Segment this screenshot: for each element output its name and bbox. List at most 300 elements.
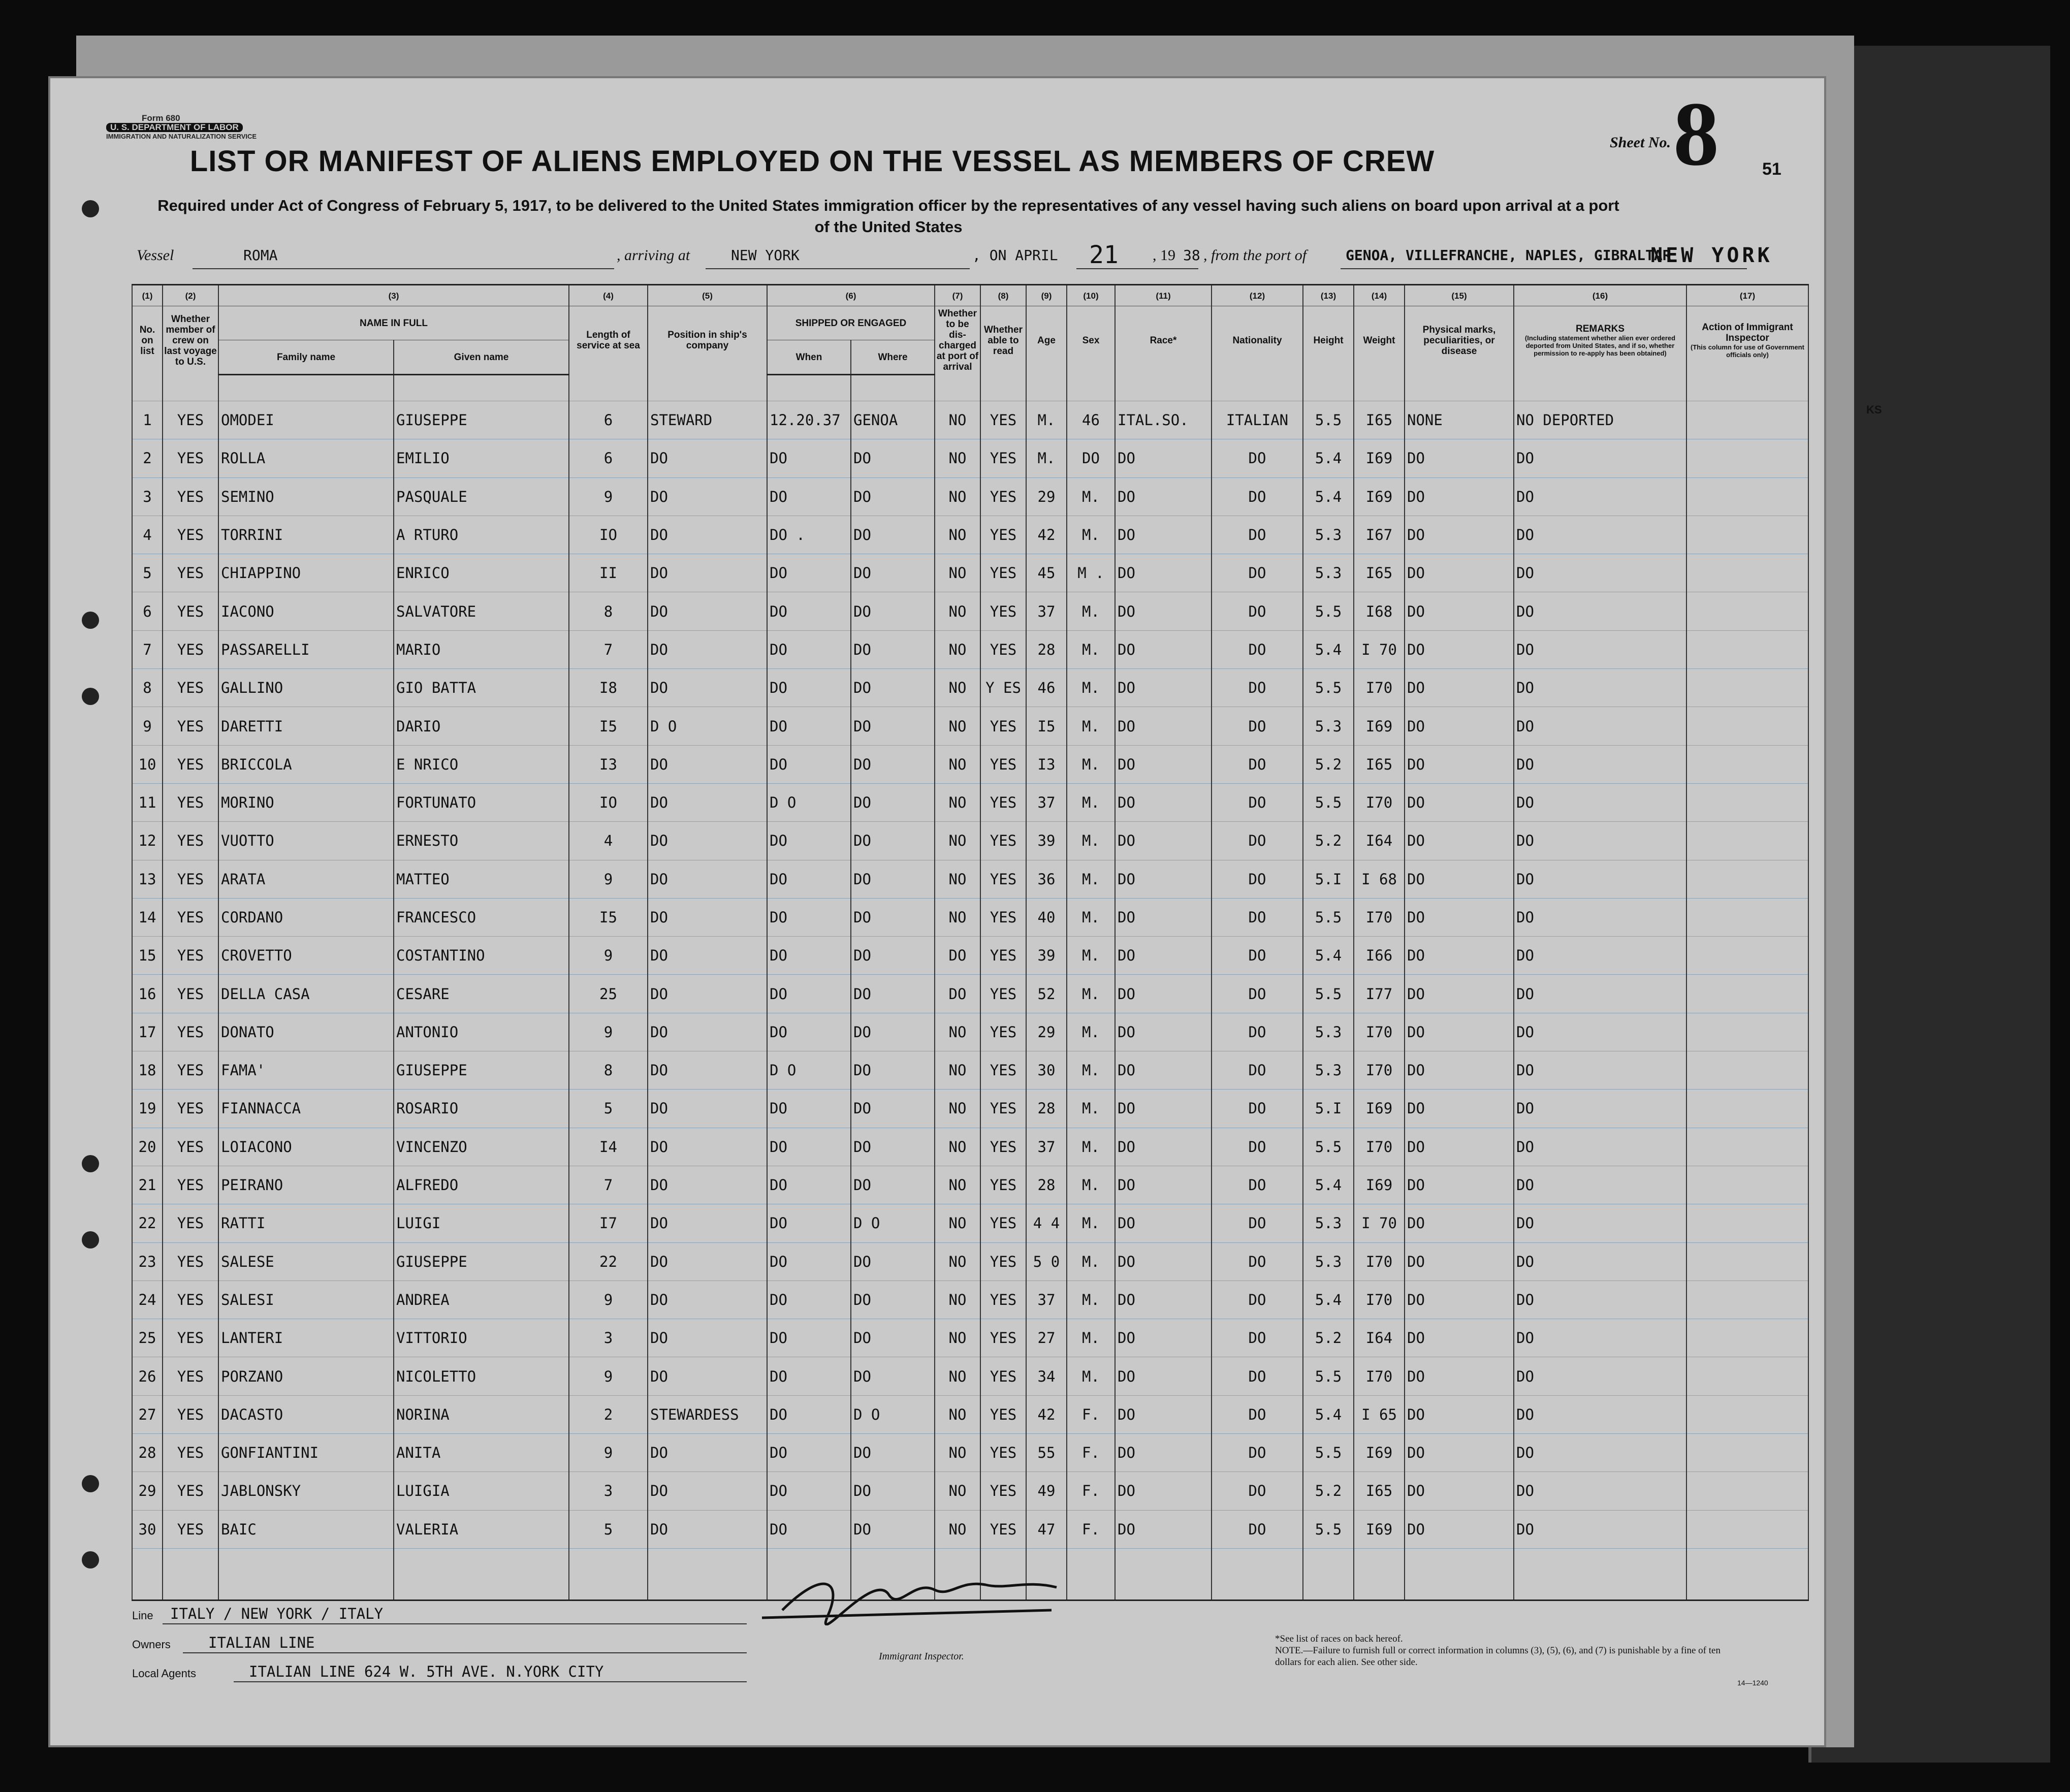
cell-member: YES [163, 592, 218, 630]
cell-physical: DO [1405, 1204, 1514, 1242]
cell-nationality: DO [1212, 822, 1303, 860]
cell-position: DO [648, 554, 767, 592]
cell-weight: I64 [1354, 822, 1405, 860]
cell-no: 21 [132, 1166, 163, 1204]
cell-sex: M . [1067, 554, 1115, 592]
table-row [132, 1051, 1808, 1090]
table-row [132, 1472, 1808, 1510]
cell-read: YES [980, 1166, 1026, 1204]
cell-height: 5.4 [1303, 477, 1354, 516]
cell-no: 19 [132, 1090, 163, 1128]
cell-physical: DO [1405, 630, 1514, 668]
cell-physical: DO [1405, 477, 1514, 516]
cell-member: YES [163, 822, 218, 860]
empty-cell [1115, 375, 1212, 401]
cell-family: CROVETTO [218, 937, 394, 975]
cell-remarks: DO [1514, 745, 1686, 783]
cell-height: 5.4 [1303, 1281, 1354, 1319]
cell-remarks: DO [1514, 516, 1686, 554]
cell-sex: M. [1067, 937, 1115, 975]
cell-discharged: NO [935, 439, 980, 477]
cell-physical: DO [1405, 1357, 1514, 1395]
cell-no: 4 [132, 516, 163, 554]
cell-position: DO [648, 1319, 767, 1357]
cell-action [1686, 937, 1808, 975]
table-row [132, 439, 1808, 477]
cell-where: DO [851, 630, 935, 668]
cell-when: DO [767, 745, 851, 783]
cell-remarks: DO [1514, 783, 1686, 821]
cell-length-value: IO [599, 526, 617, 544]
cell-no: 17 [132, 1013, 163, 1051]
empty-cell [163, 1548, 218, 1600]
cell-physical: DO [1405, 1051, 1514, 1090]
cell-race: DO [1115, 1357, 1212, 1395]
cell-sex: F. [1067, 1395, 1115, 1433]
cell-position: D O [648, 707, 767, 745]
cell-race: DO [1115, 1242, 1212, 1281]
cell-remarks: DO [1514, 1242, 1686, 1281]
cell-weight: I69 [1354, 707, 1405, 745]
header-position: Position in ship's company [648, 306, 767, 375]
cell-family: VUOTTO [218, 822, 394, 860]
cell-height: 5.3 [1303, 554, 1354, 592]
cell-race: DO [1115, 822, 1212, 860]
form-header [106, 114, 257, 141]
cell-discharged: NO [935, 1434, 980, 1472]
line-label: Line [132, 1609, 153, 1622]
cell-where: DO [851, 822, 935, 860]
cell-discharged: NO [935, 1395, 980, 1433]
cell-nationality: DO [1212, 745, 1303, 783]
cell-read: YES [980, 1472, 1026, 1510]
cell-weight: I69 [1354, 1166, 1405, 1204]
cell-no: 25 [132, 1319, 163, 1357]
cell-family: IACONO [218, 592, 394, 630]
cell-age: 37 [1026, 592, 1067, 630]
cell-position: DO [648, 898, 767, 936]
cell-when: DO [767, 1013, 851, 1051]
empty-cell [1405, 1548, 1514, 1600]
cell-nationality: DO [1212, 669, 1303, 707]
cell-age: 28 [1026, 1166, 1067, 1204]
cell-family: SALESI [218, 1281, 394, 1319]
cell-action [1686, 516, 1808, 554]
cell-action [1686, 898, 1808, 936]
cell-remarks: DO [1514, 592, 1686, 630]
cell-race: DO [1115, 516, 1212, 554]
cell-length [569, 975, 648, 1013]
cell-age: 40 [1026, 898, 1067, 936]
cell-discharged: DO [935, 937, 980, 975]
cell-length-value: 25 [599, 985, 617, 1003]
cell-remarks: DO [1514, 898, 1686, 936]
cell-action [1686, 707, 1808, 745]
cell-length [569, 439, 648, 477]
cell-discharged: NO [935, 860, 980, 898]
cell-nationality: DO [1212, 477, 1303, 516]
cell-member: YES [163, 1319, 218, 1357]
cell-weight: I65 [1354, 745, 1405, 783]
cell-length [569, 1090, 648, 1128]
cell-remarks: DO [1514, 975, 1686, 1013]
line-value: ITALY / NEW YORK / ITALY [170, 1605, 384, 1622]
cell-no: 10 [132, 745, 163, 783]
cell-race: DO [1115, 1510, 1212, 1548]
cell-sex: M. [1067, 592, 1115, 630]
cell-action [1686, 669, 1808, 707]
cell-height: 5.3 [1303, 1051, 1354, 1090]
page-title: LIST OR MANIFEST OF ALIENS EMPLOYED ON THE VESSEL AS MEMBERS OF CREW [189, 145, 1435, 178]
cell-no: 15 [132, 937, 163, 975]
empty-cell [218, 1548, 394, 1600]
cell-race: DO [1115, 669, 1212, 707]
cell-weight: I69 [1354, 1090, 1405, 1128]
cell-length [569, 630, 648, 668]
cell-family: FAMA' [218, 1051, 394, 1090]
cell-length [569, 1242, 648, 1281]
cell-where: DO [851, 477, 935, 516]
cell-height: 5.5 [1303, 1434, 1354, 1472]
cell-discharged: NO [935, 1051, 980, 1090]
cell-read: YES [980, 477, 1026, 516]
cell-age: 52 [1026, 975, 1067, 1013]
cell-weight: I 70 [1354, 630, 1405, 668]
cell-sex: M. [1067, 1204, 1115, 1242]
agents-label: Local Agents [132, 1667, 196, 1680]
empty-cell [1514, 1548, 1686, 1600]
empty-cell [1303, 375, 1354, 401]
cell-when: DO [767, 439, 851, 477]
cell-length-value: I8 [599, 679, 617, 697]
cell-given: SALVATORE [394, 592, 569, 630]
cell-physical: DO [1405, 1128, 1514, 1166]
cell-height: 5.5 [1303, 1128, 1354, 1166]
cell-race: DO [1115, 439, 1212, 477]
cell-sex: M. [1067, 860, 1115, 898]
cell-sex: M. [1067, 1013, 1115, 1051]
cell-member: YES [163, 1128, 218, 1166]
arriving-label: , arriving at [617, 247, 690, 264]
cell-read: YES [980, 783, 1026, 821]
table-row [132, 1395, 1808, 1433]
table-row [132, 1204, 1808, 1242]
cell-family: GONFIANTINI [218, 1434, 394, 1472]
cell-nationality: DO [1212, 1395, 1303, 1433]
cell-length [569, 745, 648, 783]
table-row [132, 783, 1808, 821]
remarks-note: (Including statement whether alien ever ordered deported from United States, and if so, whether permission to re-apply has been obtained) [1524, 334, 1676, 358]
table-row [132, 860, 1808, 898]
cell-when: DO [767, 860, 851, 898]
manifest-page [48, 76, 1882, 1747]
cell-family: RATTI [218, 1204, 394, 1242]
empty-cell [1686, 1548, 1808, 1600]
empty-cell [1115, 1548, 1212, 1600]
cell-race: DO [1115, 1204, 1212, 1242]
cell-weight: I70 [1354, 898, 1405, 936]
cell-member: YES [163, 1281, 218, 1319]
cell-position: DO [648, 592, 767, 630]
cell-family: OMODEI [218, 401, 394, 439]
cell-race: ITAL.SO. [1115, 401, 1212, 439]
cell-weight: I 65 [1354, 1395, 1405, 1433]
cell-no: 30 [132, 1510, 163, 1548]
cell-position: DO [648, 1281, 767, 1319]
empty-cell [132, 375, 163, 401]
table-row [132, 745, 1808, 783]
cell-sex: DO [1067, 439, 1115, 477]
cell-read: YES [980, 439, 1026, 477]
cell-race: DO [1115, 707, 1212, 745]
header-action [1686, 306, 1808, 375]
table-row [132, 1166, 1808, 1204]
cell-height: 5.5 [1303, 783, 1354, 821]
cell-nationality: DO [1212, 1319, 1303, 1357]
cell-discharged: NO [935, 1472, 980, 1510]
cell-no: 18 [132, 1051, 163, 1090]
cell-length-value: I5 [599, 909, 617, 926]
cell-height: 5.5 [1303, 669, 1354, 707]
cell-remarks: DO [1514, 1510, 1686, 1548]
cell-given: ALFREDO [394, 1166, 569, 1204]
cell-sex: F. [1067, 1472, 1115, 1510]
cell-discharged: NO [935, 1510, 980, 1548]
cell-discharged: NO [935, 783, 980, 821]
cell-discharged: NO [935, 554, 980, 592]
cell-length-value: 8 [603, 602, 613, 620]
cell-family: PEIRANO [218, 1166, 394, 1204]
cell-race: DO [1115, 1395, 1212, 1433]
cell-no: 5 [132, 554, 163, 592]
cell-sex: M. [1067, 1090, 1115, 1128]
col-num: (5) [648, 285, 767, 306]
owners-underline [183, 1652, 747, 1653]
cell-height: 5.3 [1303, 1204, 1354, 1242]
cell-length-value: 7 [603, 641, 613, 658]
cell-length [569, 1281, 648, 1319]
cell-height: 5.2 [1303, 1472, 1354, 1510]
cell-race: DO [1115, 1319, 1212, 1357]
header-physical: Physical marks, peculiarities, or disease [1405, 306, 1514, 375]
cell-sex: M. [1067, 783, 1115, 821]
agents-value: ITALIAN LINE 624 W. 5TH AVE. N.YORK CITY [249, 1663, 604, 1680]
cell-given: COSTANTINO [394, 937, 569, 975]
cell-age: 37 [1026, 1281, 1067, 1319]
cell-physical: DO [1405, 860, 1514, 898]
voyage-line [137, 241, 1773, 273]
cell-discharged: NO [935, 630, 980, 668]
cell-member: YES [163, 898, 218, 936]
cell-weight: I70 [1354, 1281, 1405, 1319]
cell-where: DO [851, 975, 935, 1013]
owners-value: ITALIAN LINE [208, 1634, 315, 1651]
cell-nationality: DO [1212, 898, 1303, 936]
cell-length-value: 22 [599, 1253, 617, 1270]
cell-height: 5.5 [1303, 592, 1354, 630]
cell-weight: I70 [1354, 1013, 1405, 1051]
cell-height: 5.4 [1303, 1166, 1354, 1204]
cell-given: NORINA [394, 1395, 569, 1433]
col-num: (16) [1514, 285, 1686, 306]
cell-length [569, 707, 648, 745]
cell-weight: I69 [1354, 1510, 1405, 1548]
cell-family: CHIAPPINO [218, 554, 394, 592]
cell-race: DO [1115, 860, 1212, 898]
binder-hole [82, 688, 99, 705]
cell-action [1686, 783, 1808, 821]
cell-race: DO [1115, 1434, 1212, 1472]
header-no-on-list: No. on list [132, 306, 163, 375]
cell-read: YES [980, 516, 1026, 554]
action-note: (This column for use of Government officials only) [1691, 343, 1804, 359]
cell-length [569, 898, 648, 936]
header-family-name: Family name [218, 340, 394, 375]
cell-position: DO [648, 783, 767, 821]
cell-where: DO [851, 516, 935, 554]
cell-nationality: DO [1212, 783, 1303, 821]
cell-read: YES [980, 1281, 1026, 1319]
cell-race: DO [1115, 1090, 1212, 1128]
cell-length-value: 9 [603, 1444, 613, 1462]
cell-height: 5.4 [1303, 439, 1354, 477]
cell-physical: DO [1405, 1434, 1514, 1472]
cell-action [1686, 1357, 1808, 1395]
cell-family: BAIC [218, 1510, 394, 1548]
cell-where: DO [851, 1166, 935, 1204]
empty-cell [163, 375, 218, 401]
col-num: (15) [1405, 285, 1514, 306]
cell-position: STEWARDESS [648, 1395, 767, 1433]
col-num: (7) [935, 285, 980, 306]
cell-where: DO [851, 554, 935, 592]
cell-length [569, 1395, 648, 1433]
cell-race: DO [1115, 1166, 1212, 1204]
header-race: Race* [1115, 306, 1212, 375]
cell-given: PASQUALE [394, 477, 569, 516]
table-row [132, 592, 1808, 630]
cell-read: YES [980, 1434, 1026, 1472]
vessel-label: Vessel [137, 247, 174, 264]
cell-length-value: 7 [603, 1176, 613, 1194]
cell-no: 27 [132, 1395, 163, 1433]
cell-where: DO [851, 1128, 935, 1166]
cell-read: YES [980, 1204, 1026, 1242]
cell-action [1686, 1013, 1808, 1051]
cell-sex: M. [1067, 516, 1115, 554]
cell-read: YES [980, 1357, 1026, 1395]
cell-physical: NONE [1405, 401, 1514, 439]
cell-when: DO [767, 1090, 851, 1128]
cell-age: 42 [1026, 1395, 1067, 1433]
cell-given: FORTUNATO [394, 783, 569, 821]
cell-given: MARIO [394, 630, 569, 668]
cell-where: DO [851, 783, 935, 821]
empty-cell [1303, 1548, 1354, 1600]
empty-cell [218, 375, 394, 401]
cell-physical: DO [1405, 783, 1514, 821]
table-row [132, 1013, 1808, 1051]
col-num: (9) [1026, 285, 1067, 306]
cell-when: DO [767, 975, 851, 1013]
cell-no: 8 [132, 669, 163, 707]
cell-sex: M. [1067, 1319, 1115, 1357]
cell-remarks: NO DEPORTED [1514, 401, 1686, 439]
cell-physical: DO [1405, 898, 1514, 936]
col-num: (4) [569, 285, 648, 306]
cell-member: YES [163, 477, 218, 516]
cell-length-value: 4 [603, 832, 613, 850]
cell-length [569, 401, 648, 439]
cell-length-value: I5 [599, 717, 617, 735]
cell-read: YES [980, 401, 1026, 439]
header-when: When [767, 340, 851, 375]
empty-cell [1212, 375, 1303, 401]
cell-discharged: NO [935, 669, 980, 707]
cell-action [1686, 1242, 1808, 1281]
binder-hole [82, 1231, 99, 1249]
cell-height: 5.I [1303, 860, 1354, 898]
cell-length [569, 1510, 648, 1548]
cell-nationality: DO [1212, 1128, 1303, 1166]
cell-read: YES [980, 1051, 1026, 1090]
cell-read: YES [980, 630, 1026, 668]
cell-sex: M. [1067, 1281, 1115, 1319]
header-able-read: Whether able to read [980, 306, 1026, 375]
cell-remarks: DO [1514, 1434, 1686, 1472]
cell-length-value: IO [599, 794, 617, 812]
cell-sex: 46 [1067, 401, 1115, 439]
cell-given: A RTURO [394, 516, 569, 554]
cell-when: DO [767, 592, 851, 630]
empty-cell [1067, 375, 1115, 401]
cell-physical: DO [1405, 516, 1514, 554]
empty-cell [569, 375, 648, 401]
cell-no: 16 [132, 975, 163, 1013]
from-underline [1341, 268, 1747, 269]
cell-member: YES [163, 554, 218, 592]
cell-action [1686, 439, 1808, 477]
cell-age: I3 [1026, 745, 1067, 783]
cell-read: YES [980, 1319, 1026, 1357]
cell-remarks: DO [1514, 554, 1686, 592]
cell-race: DO [1115, 898, 1212, 936]
cell-position: DO [648, 937, 767, 975]
cell-age: 47 [1026, 1510, 1067, 1548]
cell-member: YES [163, 401, 218, 439]
agents-underline [234, 1681, 747, 1682]
cell-weight: I69 [1354, 477, 1405, 516]
cell-action [1686, 1434, 1808, 1472]
cell-race: DO [1115, 1051, 1212, 1090]
page-number: 51 [1762, 159, 1781, 179]
cell-height: 5.3 [1303, 707, 1354, 745]
cell-family: DELLA CASA [218, 975, 394, 1013]
cell-nationality: DO [1212, 554, 1303, 592]
col-num: (14) [1354, 285, 1405, 306]
cell-physical: DO [1405, 439, 1514, 477]
cell-physical: DO [1405, 669, 1514, 707]
cell-member: YES [163, 1472, 218, 1510]
cell-age: 30 [1026, 1051, 1067, 1090]
cell-physical: DO [1405, 1090, 1514, 1128]
form-number: Form 680 [142, 113, 180, 123]
cell-length [569, 669, 648, 707]
header-given-name: Given name [394, 340, 569, 375]
cell-length-value: 5 [603, 1100, 613, 1117]
cell-length [569, 516, 648, 554]
cell-weight: I69 [1354, 1434, 1405, 1472]
